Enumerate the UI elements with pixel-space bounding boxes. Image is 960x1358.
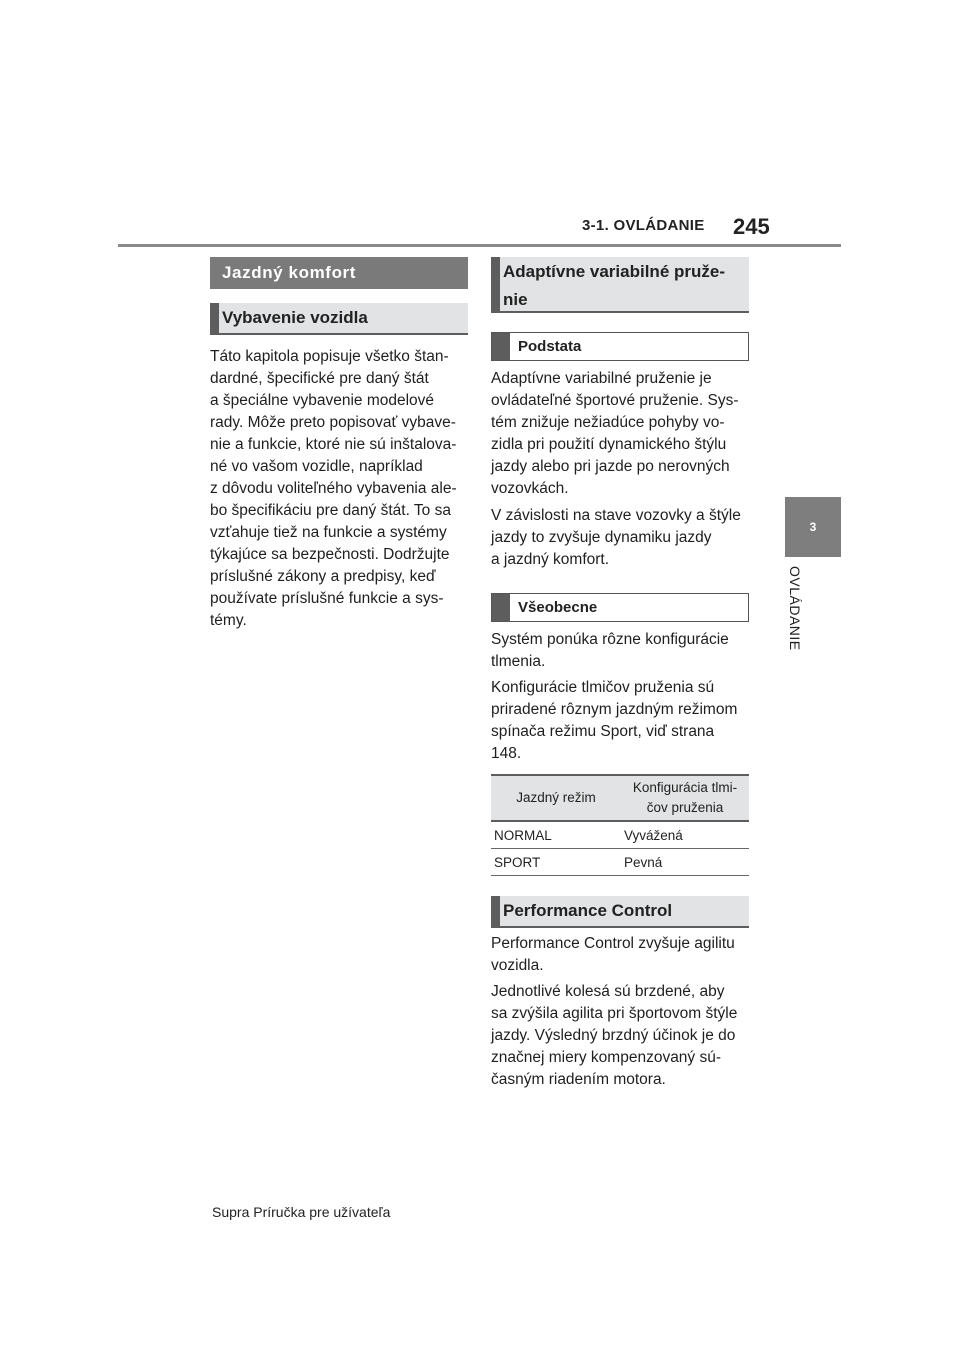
table-cell-mode: NORMAL (491, 821, 621, 849)
paragraph-vseobecne-1: Systém ponúka rôzne konfigurácie tlmenia. (491, 631, 729, 670)
table-row (491, 821, 749, 849)
footer-text: Supra Príručka pre užívateľa (212, 1204, 391, 1220)
header-rule (118, 244, 841, 247)
heading-adaptivne-pruzenie-text: Adaptívne variabilné pruže- nie (503, 262, 725, 309)
table-header-config: Konfigurácia tlmi- čov pruženia (621, 775, 749, 821)
table-cell-config: Pevná (621, 849, 749, 876)
chapter-tab (785, 497, 841, 557)
section-title: 3-1. OVLÁDANIE (582, 217, 705, 234)
heading-adaptivne-pruzenie (491, 257, 749, 313)
paragraph-performance-2: Jednotlivé kolesá sú brzdené, aby sa zvýšila agilita pri športovom štýle jazdy. Výsledný brzdný účinok je do značnej miery kompenzovaný sú- časným riadením motora. (491, 983, 738, 1088)
heading-jazdny-komfort: Jazdný komfort (210, 257, 468, 289)
table-cell-mode: SPORT (491, 849, 621, 876)
paragraph-intro: Táto kapitola popisuje všetko štan- dardné, špecifické pre daný štát a špeciálne vybavenie modelové rady. Môže preto popisovať vybave- nie a funkcie, ktoré nie sú inštalova- né vo vašom vozidle, napríklad z dôvodu voliteľného vybavenia ale- bo špecifikáciu pre daný štát. To sa vzťahuje tiež na funkcie a systémy týkajúce sa bezpečnosti. Dodržujte príslušné zákony a predpisy, keď používate príslušné funkcie a sys- témy. (210, 348, 457, 629)
table-header-mode: Jazdný režim (491, 775, 621, 821)
subheading-vybavenie-vozidla: Vybavenie vozidla (210, 303, 468, 335)
table-row (491, 849, 749, 876)
heading-performance-control: Performance Control (491, 896, 749, 928)
subheading-vseobecne: Všeobecne (491, 593, 749, 622)
chapter-label (783, 560, 807, 660)
table-cell-config: Vyvážená (621, 821, 749, 849)
chapter-label-text: OVLÁDANIE (787, 566, 803, 651)
paragraph-podstata-2: V závislosti na stave vozovky a štýle jazdy to zvyšuje dynamiku jazdy a jazdný komfort. (491, 507, 741, 568)
paragraph-performance-1: Performance Control zvyšuje agilitu vozidla. (491, 935, 735, 974)
damper-config-table (491, 774, 749, 876)
chapter-number: 3 (809, 520, 817, 534)
paragraph-vseobecne-2: Konfigurácie tlmičov pruženia sú priradené rôznym jazdným režimom spínača režimu Sport, viď strana 148. (491, 679, 738, 762)
subheading-podstata: Podstata (491, 332, 749, 361)
paragraph-podstata-1: Adaptívne variabilné pruženie je ovládateľné športové pruženie. Sys- tém znižuje nežiadúce pohyby vo- zidla pri použití dynamického štýlu jazdy alebo pri jazde po nerovných vozovkách. (491, 370, 739, 497)
page-number: 245 (733, 214, 770, 239)
